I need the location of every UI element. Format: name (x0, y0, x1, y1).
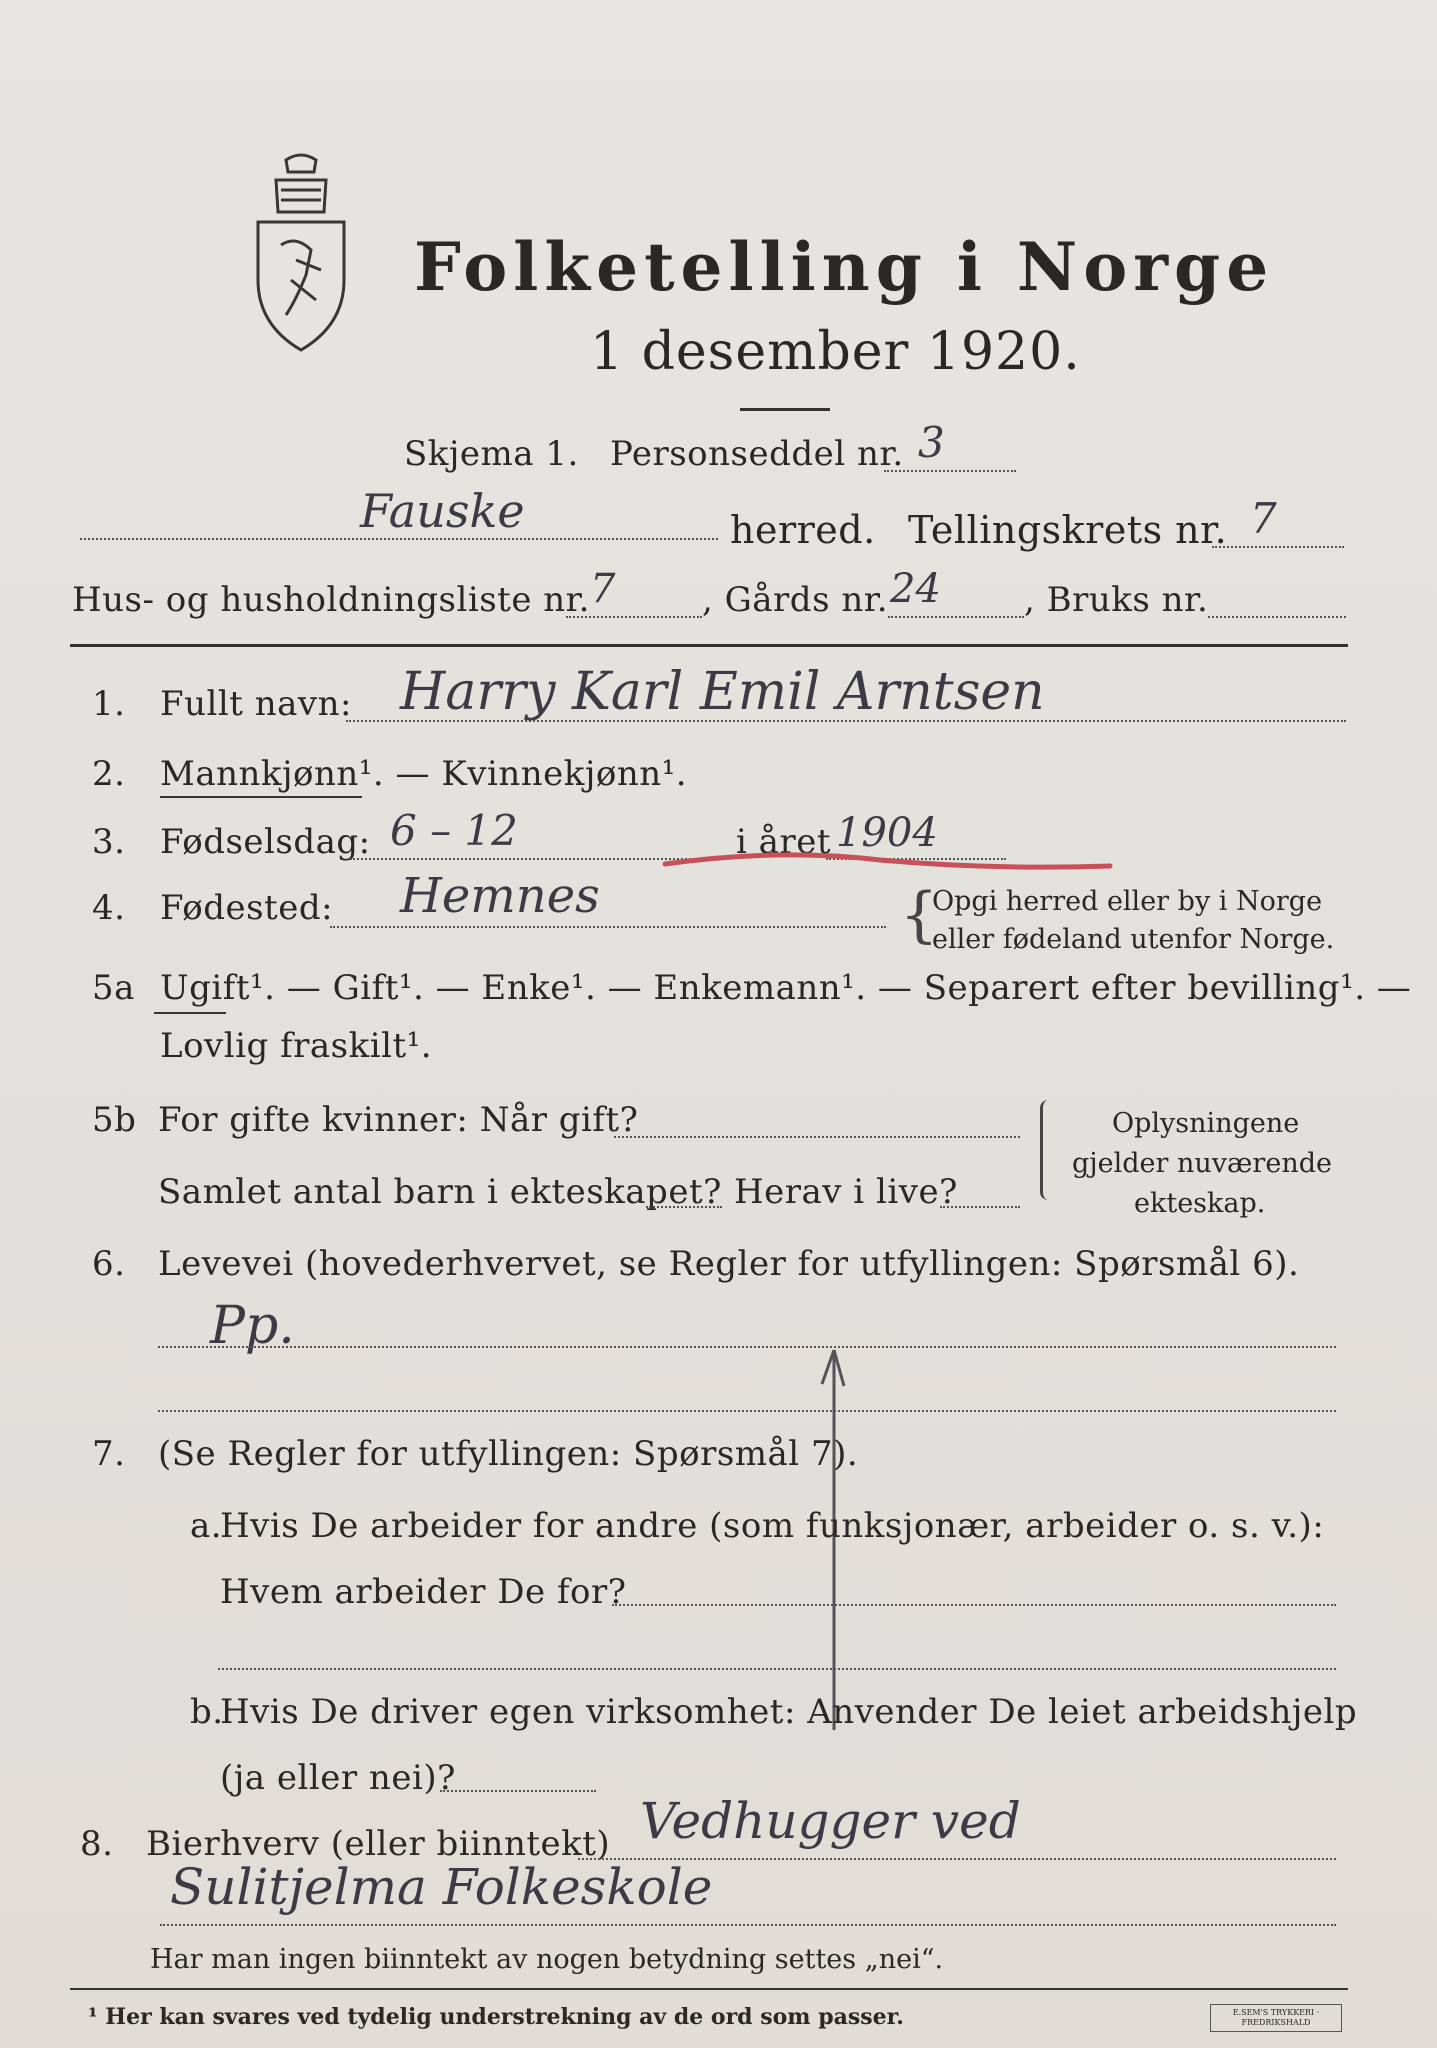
tellingskrets-line (1212, 546, 1344, 548)
q4-label: Fødested: (160, 888, 334, 928)
q5a-label-2: Lovlig fraskilt¹. (160, 1026, 433, 1066)
q2-label: Mannkjønn¹. — Kvinnekjønn¹. (160, 754, 688, 794)
title-divider (740, 408, 830, 411)
q6-number: 6. (92, 1244, 126, 1284)
q1-label: Fullt navn: (160, 684, 352, 724)
q5a-label: Ugift¹. — Gift¹. — Enke¹. — Enkemann¹. — Separert efter bevilling¹. — (160, 968, 1412, 1008)
q6-line-1 (158, 1346, 1336, 1348)
q7-number: 7. (92, 1434, 126, 1474)
q3-year-value: 1904 (836, 810, 938, 856)
q8-label: Bierhverv (eller biinntekt) (146, 1824, 611, 1864)
q6-line-2 (158, 1410, 1336, 1412)
q4-note-2: eller fødeland utenfor Norge. (932, 924, 1335, 955)
footer-rule (70, 1988, 1348, 1990)
q7a-line-1 (612, 1604, 1336, 1606)
tellingskrets-label: Tellingskrets nr. (908, 508, 1228, 552)
q5b-number: 5b (92, 1100, 137, 1140)
q3-number: 3. (92, 822, 126, 862)
herred-line (80, 538, 718, 540)
q3-value: 6 – 12 (390, 806, 518, 855)
herred-value: Fauske (360, 484, 525, 538)
q6-label: Levevei (hovederhvervet, se Regler for utfyllingen: Spørsmål 6). (158, 1244, 1300, 1284)
q5b-label: For gifte kvinner: Når gift? (158, 1100, 639, 1140)
q5b-note-1: Oplysningene (1112, 1108, 1300, 1139)
q5b-label-2: Samlet antal barn i ekteskapet? (158, 1172, 722, 1212)
q8-number: 8. (80, 1824, 114, 1864)
q4-number: 4. (92, 888, 126, 928)
q7-label: (Se Regler for utfyllingen: Spørsmål 7). (158, 1434, 859, 1474)
q4-note-1: Opgi herred eller by i Norge (932, 886, 1323, 917)
gards-value: 24 (890, 566, 941, 612)
bruks-line (1208, 616, 1346, 618)
q5b-label-3: Herav i live? (734, 1172, 958, 1212)
q5b-married-line (614, 1136, 1020, 1138)
q2-underline (160, 796, 362, 798)
husliste-value: 7 (590, 566, 616, 612)
header-rule (70, 644, 1348, 647)
q4-value: Hemnes (400, 868, 600, 924)
q7a-label: Hvis De arbeider for andre (som funksjonær, arbeider o. s. v.): (220, 1506, 1325, 1546)
husliste-line (566, 616, 702, 618)
q7a-label-2: Hvem arbeider De for? (220, 1572, 627, 1612)
q5b-alive-line (940, 1206, 1020, 1208)
tellingskrets-value: 7 (1250, 494, 1277, 543)
q7a-line-2 (218, 1668, 1336, 1670)
census-date: 1 desember 1920. (590, 322, 1081, 382)
coat-of-arms-icon (236, 150, 366, 360)
page-title: Folketelling i Norge (414, 228, 1275, 306)
q8-value-2: Sulitjelma Folkeskole (170, 1858, 713, 1916)
skjema-label: Skjema 1. (404, 434, 579, 474)
q7b-label-2: (ja eller nei)? (220, 1758, 456, 1798)
gards-label: , Gårds nr. (702, 580, 889, 620)
printer-stamp: E.SEM'S TRYKKERI · FREDRIKSHALD (1210, 2004, 1342, 2032)
personseddel-label: Personseddel nr. (610, 434, 904, 474)
q5a-underline (154, 1012, 226, 1014)
husliste-label: Hus- og husholdningsliste nr. (72, 580, 590, 620)
personseddel-line (884, 470, 1016, 472)
q6-value: Pp. (210, 1296, 295, 1356)
q7a-letter: a. (190, 1506, 223, 1546)
q1-number: 1. (92, 684, 126, 724)
q3-label: Fødselsdag: (160, 822, 371, 862)
q8-value-1: Vedhugger ved (640, 1792, 1021, 1850)
q4-line (330, 926, 886, 928)
q5b-children-line (646, 1206, 722, 1208)
footnote: ¹ Her kan svares ved tydelig understrekning av de ord som passer. (88, 2004, 904, 2030)
q8-note: Har man ingen biinntekt av nogen betydning settes „nei“. (150, 1944, 944, 1975)
herred-label: herred. (730, 508, 876, 552)
q5a-number: 5a (92, 968, 135, 1008)
bruks-label: , Bruks nr. (1024, 580, 1209, 620)
personseddel-value: 3 (918, 418, 945, 467)
q7b-label: Hvis De driver egen virksomhet: Anvender De leiet arbeidshjelp (220, 1692, 1358, 1732)
q5b-note-2: gjelder nuværende (1072, 1148, 1332, 1179)
gards-line (888, 616, 1024, 618)
q3-year-label: i året (736, 822, 831, 862)
q8-line-2 (160, 1924, 1336, 1926)
q7b-line (440, 1790, 596, 1792)
q1-value: Harry Karl Emil Arntsen (400, 662, 1045, 722)
red-pencil-mark (660, 846, 1120, 886)
q7b-letter: b. (190, 1692, 224, 1732)
q2-number: 2. (92, 754, 126, 794)
q5b-note-3: ekteskap. (1134, 1188, 1266, 1219)
q5b-bracket-left (1040, 1100, 1053, 1200)
q4-brace: { (900, 880, 939, 950)
